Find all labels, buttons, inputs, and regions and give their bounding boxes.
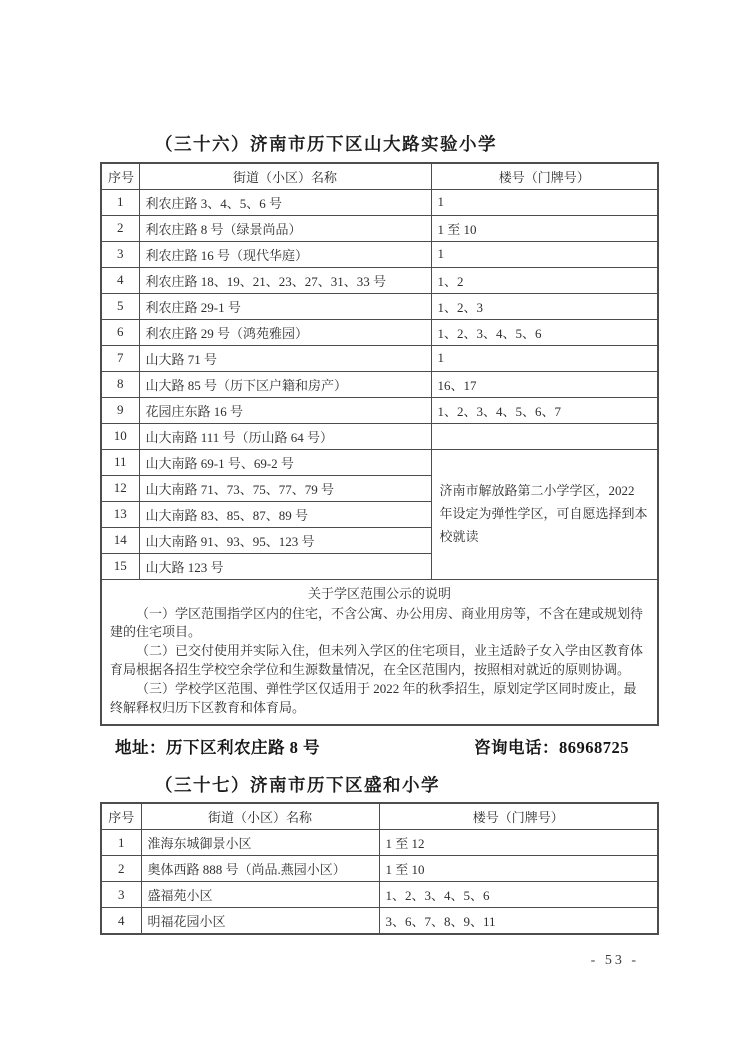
section-37-title: （三十七）济南市历下区盛和小学 (155, 774, 440, 795)
row-number-cell: 1 (101, 830, 141, 856)
street-name-cell: 山大路 71 号 (139, 345, 431, 371)
table-row (101, 241, 658, 267)
table-header-row (101, 803, 658, 830)
header-building-number: 楼号（门牌号） (431, 163, 658, 190)
street-name-cell: 奥体西路 888 号（尚品.燕园小区） (141, 856, 379, 882)
building-number-cell: 1 (431, 241, 658, 267)
building-number-cell: 1 至 12 (379, 830, 658, 856)
table-row (101, 189, 658, 215)
section-36-title: （三十六）济南市历下区山大路实验小学 (155, 134, 497, 154)
table-row (101, 293, 658, 319)
building-number-cell: 1、2、3、4、5、6 (379, 882, 658, 908)
row-number-cell: 1 (101, 189, 139, 215)
row-number-cell: 11 (101, 449, 139, 475)
merged-note-cell: 济南市解放路第二小学学区，2022 年设定为弹性学区，可自愿选择到本校就读 (431, 449, 658, 579)
table-row (101, 830, 658, 856)
street-name-cell: 利农庄路 16 号（现代华庭） (139, 241, 431, 267)
street-name-cell: 利农庄路 29 号（鸿苑雅园） (139, 319, 431, 345)
table-row (101, 267, 658, 293)
building-number-cell: 1、2、3 (431, 293, 658, 319)
row-number-cell: 9 (101, 397, 139, 423)
building-number-cell: 1 至 10 (431, 215, 658, 241)
notes-cell (101, 579, 658, 724)
building-number-cell: 1 (431, 345, 658, 371)
row-number-cell: 14 (101, 527, 139, 553)
street-name-cell: 淮海东城御景小区 (141, 830, 379, 856)
row-number-cell: 12 (101, 475, 139, 501)
header-serial-number: 序号 (101, 803, 141, 830)
row-number-cell: 5 (101, 293, 139, 319)
table-row (101, 908, 658, 935)
row-number-cell: 13 (101, 501, 139, 527)
table-row (101, 215, 658, 241)
inquiry-phone: 咨询电话：86968725 (474, 737, 629, 757)
row-number-cell: 10 (101, 423, 139, 449)
table-row (101, 449, 658, 475)
row-number-cell: 3 (101, 882, 141, 908)
table-header-row (101, 163, 658, 190)
street-name-cell: 山大南路 69-1 号、69-2 号 (139, 449, 431, 475)
street-name-cell: 花园庄东路 16 号 (139, 397, 431, 423)
building-number-cell: 1、2 (431, 267, 658, 293)
building-number-cell: 3、6、7、8、9、11 (379, 908, 658, 935)
row-number-cell: 15 (101, 553, 139, 579)
row-number-cell: 4 (101, 908, 141, 935)
notes-item-3: （三）学校学区范围、弹性学区仅适用于 2022 年的秋季招生，原划定学区同时废止，最终解释权归历下区教育和体育局。 (110, 680, 637, 715)
building-number-cell: 1、2、3、4、5、6 (431, 319, 658, 345)
header-street-name: 街道（小区）名称 (139, 163, 431, 190)
street-name-cell: 山大南路 71、73、75、77、79 号 (139, 475, 431, 501)
building-number-cell: 16、17 (431, 371, 658, 397)
street-name-cell: 山大路 123 号 (139, 553, 431, 579)
row-number-cell: 7 (101, 345, 139, 371)
notes-title: 关于学区范围公示的说明 (307, 585, 451, 601)
table-row (101, 856, 658, 882)
street-name-cell: 利农庄路 18、19、21、23、27、31、33 号 (139, 267, 431, 293)
building-number-cell: 1 (431, 189, 658, 215)
street-name-cell: 山大南路 111 号（历山路 64 号） (139, 423, 431, 449)
notes-item-1: （一）学区范围指学区内的住宅，不含公寓、办公用房、商业用房等，不含在建或规划待建的住宅项目。 (110, 605, 644, 640)
table-row (101, 882, 658, 908)
header-street-name: 街道（小区）名称 (141, 803, 379, 830)
notes-item-2: （二）已交付使用并实际入住，但未列入学区的住宅项目，业主适龄子女入学由区教育体育局根据各招生学校空余学位和生源数量情况，在全区范围内，按照相对就近的原则协调。 (110, 643, 644, 678)
school-address: 地址：历下区利农庄路 8 号 (115, 737, 320, 757)
header-building-number: 楼号（门牌号） (379, 803, 658, 830)
street-name-cell: 山大南路 83、85、87、89 号 (139, 501, 431, 527)
row-number-cell: 3 (101, 241, 139, 267)
header-serial-number: 序号 (101, 163, 139, 190)
table-row (101, 423, 658, 449)
street-name-cell: 山大路 85 号（历下区户籍和房产） (139, 371, 431, 397)
page-number: - 53 - (590, 953, 639, 969)
row-number-cell: 2 (101, 856, 141, 882)
table-row (101, 319, 658, 345)
row-number-cell: 6 (101, 319, 139, 345)
school-district-table-37 (100, 802, 659, 935)
row-number-cell: 8 (101, 371, 139, 397)
street-name-cell: 明福花园小区 (141, 908, 379, 935)
building-number-cell: 1、2、3、4、5、6、7 (431, 397, 658, 423)
building-number-cell: 1 至 10 (379, 856, 658, 882)
table-row (101, 371, 658, 397)
street-name-cell: 盛福苑小区 (141, 882, 379, 908)
street-name-cell: 山大南路 91、93、95、123 号 (139, 527, 431, 553)
school-district-table-36 (100, 162, 659, 726)
address-row (100, 734, 657, 758)
table-row (101, 345, 658, 371)
notes-row (101, 579, 658, 724)
street-name-cell: 利农庄路 8 号（绿景尚品） (139, 215, 431, 241)
street-name-cell: 利农庄路 3、4、5、6 号 (139, 189, 431, 215)
row-number-cell: 2 (101, 215, 139, 241)
building-number-cell (431, 423, 658, 449)
table-row (101, 397, 658, 423)
street-name-cell: 利农庄路 29-1 号 (139, 293, 431, 319)
row-number-cell: 4 (101, 267, 139, 293)
